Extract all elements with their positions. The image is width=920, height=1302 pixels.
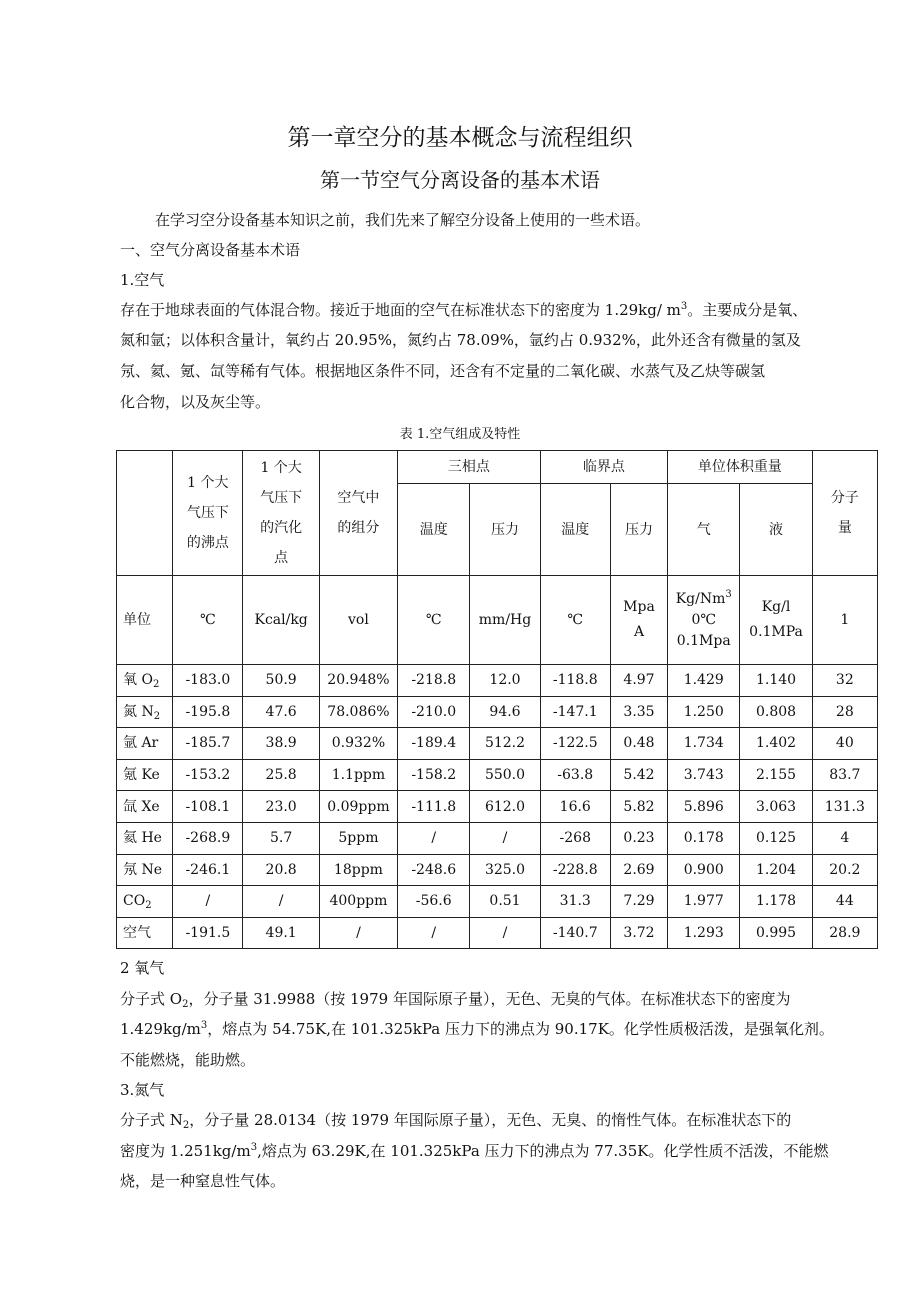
cell-triple-temperature: -248.6 bbox=[398, 854, 470, 886]
table-row bbox=[117, 822, 878, 854]
cell-critical-pressure: 5.82 bbox=[610, 791, 667, 823]
cell-gas-density: 1.734 bbox=[668, 728, 740, 760]
cell-critical-temperature: -122.5 bbox=[540, 728, 610, 760]
cell-critical-pressure: 2.69 bbox=[610, 854, 667, 886]
cell-triple-temperature: / bbox=[398, 822, 470, 854]
cell-triple-pressure: 550.0 bbox=[470, 759, 540, 791]
header-boiling-point: 1 个大 气压下 的沸点 bbox=[173, 451, 243, 576]
cell-molar-mass: 131.3 bbox=[812, 791, 877, 823]
cell-air-fraction: 18ppm bbox=[319, 854, 397, 886]
cell-vaporization: 25.8 bbox=[243, 759, 319, 791]
oxygen-paragraph-line: 分子式 $O_2$，分子量 31.9988（按 1979 年国际原子量），无色、无臭的气体。在标准状态下的密度为 bbox=[120, 990, 791, 1010]
cell-triple-temperature: -111.8 bbox=[398, 791, 470, 823]
cell-boiling-point: / bbox=[173, 886, 243, 918]
cell-vaporization: 23.0 bbox=[243, 791, 319, 823]
cell-gas-density: 1.977 bbox=[668, 886, 740, 918]
cell-critical-pressure: 3.35 bbox=[610, 696, 667, 728]
cell-air-fraction: 1.1ppm bbox=[319, 759, 397, 791]
cell-critical-pressure: 5.42 bbox=[610, 759, 667, 791]
unit-label: 单位 bbox=[117, 576, 173, 665]
cell-liquid-density: 1.204 bbox=[740, 854, 812, 886]
cell-gas-density: 0.900 bbox=[668, 854, 740, 886]
nitrogen-paragraph-line: 密度为 $1.251kg/m^3$,熔点为 63.29K,在 101.325kPa 压力下的沸点为 77.35K。化学性质不活泼，不能燃 bbox=[120, 1142, 829, 1160]
cell-vaporization: 47.6 bbox=[243, 696, 319, 728]
cell-triple-temperature: -189.4 bbox=[398, 728, 470, 760]
cell-liquid-density: 1.140 bbox=[740, 665, 812, 697]
table-caption: 表 1.空气组成及特性 bbox=[399, 427, 521, 442]
cell-liquid-density: 1.178 bbox=[740, 886, 812, 918]
cell-molar-mass: 28.9 bbox=[812, 917, 877, 949]
cell-critical-temperature: -228.8 bbox=[540, 854, 610, 886]
intro-paragraph: 在学习空分设备基本知识之前，我们先来了解空分设备上使用的一些术语。 bbox=[155, 211, 651, 229]
cell-critical-temperature: -118.8 bbox=[540, 665, 610, 697]
cell-triple-temperature: -218.8 bbox=[398, 665, 470, 697]
cell-triple-pressure: 94.6 bbox=[470, 696, 540, 728]
row-name: 氖 Ne bbox=[117, 854, 173, 886]
table-row bbox=[117, 854, 878, 886]
cell-gas-density: 1.429 bbox=[668, 665, 740, 697]
header-liquid: 液 bbox=[740, 484, 812, 576]
cell-critical-temperature: -63.8 bbox=[540, 759, 610, 791]
header-triple-pressure: 压力 bbox=[470, 484, 540, 576]
cell-liquid-density: 0.995 bbox=[740, 917, 812, 949]
cell-triple-pressure: 0.51 bbox=[470, 886, 540, 918]
header-blank bbox=[117, 451, 173, 576]
cell-triple-pressure: / bbox=[470, 917, 540, 949]
cell-air-fraction: 400ppm bbox=[319, 886, 397, 918]
cell-critical-temperature: -140.7 bbox=[540, 917, 610, 949]
header-unit-weight: 单位体积重量 bbox=[668, 451, 813, 484]
cell-liquid-density: 0.125 bbox=[740, 822, 812, 854]
cell-triple-pressure: 12.0 bbox=[470, 665, 540, 697]
table-row bbox=[117, 759, 878, 791]
table-row bbox=[117, 728, 878, 760]
table-row bbox=[117, 917, 878, 949]
oxygen-heading: 2 氧气 bbox=[120, 959, 165, 977]
cell-triple-pressure: 512.2 bbox=[470, 728, 540, 760]
cell-gas-density: 1.293 bbox=[668, 917, 740, 949]
cell-critical-temperature: -147.1 bbox=[540, 696, 610, 728]
cell-molar-mass: 28 bbox=[812, 696, 877, 728]
cell-vaporization: 49.1 bbox=[243, 917, 319, 949]
cell-liquid-density: 1.402 bbox=[740, 728, 812, 760]
cell-boiling-point: -195.8 bbox=[173, 696, 243, 728]
unit-cell: Kcal/kg bbox=[243, 576, 319, 665]
air-paragraph-line: 化合物，以及灰尘等。 bbox=[120, 393, 271, 411]
unit-cell: ℃ bbox=[540, 576, 610, 665]
cell-critical-pressure: 7.29 bbox=[610, 886, 667, 918]
header-critical-point: 临界点 bbox=[540, 451, 667, 484]
oxygen-paragraph-line: 不能燃烧，能助燃。 bbox=[120, 1051, 256, 1069]
unit-cell: Kg/Nm$^3$ 0℃ 0.1Mpa bbox=[668, 576, 740, 665]
cell-air-fraction: 78.086% bbox=[319, 696, 397, 728]
section-title: 第一节空气分离设备的基本术语 bbox=[320, 168, 600, 192]
cell-boiling-point: -246.1 bbox=[173, 854, 243, 886]
cell-triple-pressure: 325.0 bbox=[470, 854, 540, 886]
oxygen-paragraph-line: $1.429kg/m^3$，熔点为 54.75K,在 101.325kPa 压力下的沸点为 90.17K。化学性质极活泼，是强氧化剂。 bbox=[120, 1020, 834, 1038]
cell-triple-temperature: -56.6 bbox=[398, 886, 470, 918]
cell-air-fraction: 20.948% bbox=[319, 665, 397, 697]
cell-vaporization: / bbox=[243, 886, 319, 918]
header-critical-pressure: 压力 bbox=[610, 484, 667, 576]
header-vaporization: 1 个大 气压下 的汽化 点 bbox=[243, 451, 319, 576]
table-row bbox=[117, 886, 878, 918]
row-name: 氦 He bbox=[117, 822, 173, 854]
cell-critical-temperature: 31.3 bbox=[540, 886, 610, 918]
cell-vaporization: 50.9 bbox=[243, 665, 319, 697]
cell-boiling-point: -185.7 bbox=[173, 728, 243, 760]
unit-cell: mm/Hg bbox=[470, 576, 540, 665]
cell-boiling-point: -268.9 bbox=[173, 822, 243, 854]
cell-air-fraction: 5ppm bbox=[319, 822, 397, 854]
cell-boiling-point: -153.2 bbox=[173, 759, 243, 791]
row-name: $CO_2$ bbox=[117, 886, 173, 918]
cell-liquid-density: 0.808 bbox=[740, 696, 812, 728]
cell-gas-density: 1.250 bbox=[668, 696, 740, 728]
cell-boiling-point: -183.0 bbox=[173, 665, 243, 697]
header-gas: 气 bbox=[668, 484, 740, 576]
header-molar-mass: 分子 量 bbox=[812, 451, 877, 576]
cell-molar-mass: 83.7 bbox=[812, 759, 877, 791]
cell-triple-temperature: / bbox=[398, 917, 470, 949]
row-name: 空气 bbox=[117, 917, 173, 949]
cell-molar-mass: 4 bbox=[812, 822, 877, 854]
cell-molar-mass: 32 bbox=[812, 665, 877, 697]
row-name: 氪 Ke bbox=[117, 759, 173, 791]
nitrogen-paragraph-line: 烧，是一种窒息性气体。 bbox=[120, 1172, 286, 1190]
chapter-title: 第一章空分的基本概念与流程组织 bbox=[287, 125, 633, 151]
cell-critical-pressure: 4.97 bbox=[610, 665, 667, 697]
header-air-fraction: 空气中 的组分 bbox=[319, 451, 397, 576]
air-heading: 1.空气 bbox=[120, 271, 165, 289]
table-row bbox=[117, 696, 878, 728]
row-name: 氮 $N_2$ bbox=[117, 696, 173, 728]
air-composition-table bbox=[116, 450, 878, 949]
row-name: 氧 $O_2$ bbox=[117, 665, 173, 697]
cell-air-fraction: / bbox=[319, 917, 397, 949]
cell-gas-density: 0.178 bbox=[668, 822, 740, 854]
unit-cell: ℃ bbox=[173, 576, 243, 665]
unit-cell: Mpa A bbox=[610, 576, 667, 665]
cell-vaporization: 20.8 bbox=[243, 854, 319, 886]
header-triple-point: 三相点 bbox=[398, 451, 541, 484]
cell-air-fraction: 0.932% bbox=[319, 728, 397, 760]
header-critical-temperature: 温度 bbox=[540, 484, 610, 576]
cell-liquid-density: 2.155 bbox=[740, 759, 812, 791]
nitrogen-heading: 3.氮气 bbox=[120, 1081, 165, 1099]
row-name: 氩 Ar bbox=[117, 728, 173, 760]
cell-triple-pressure: / bbox=[470, 822, 540, 854]
table-row bbox=[117, 791, 878, 823]
unit-cell: ℃ bbox=[398, 576, 470, 665]
header-triple-temperature: 温度 bbox=[398, 484, 470, 576]
cell-molar-mass: 40 bbox=[812, 728, 877, 760]
cell-triple-pressure: 612.0 bbox=[470, 791, 540, 823]
cell-air-fraction: 0.09ppm bbox=[319, 791, 397, 823]
cell-boiling-point: -108.1 bbox=[173, 791, 243, 823]
table-row bbox=[117, 665, 878, 697]
cell-critical-pressure: 3.72 bbox=[610, 917, 667, 949]
unit-cell: vol bbox=[319, 576, 397, 665]
air-paragraph-line: 存在于地球表面的气体混合物。接近于地面的空气在标准状态下的密度为 1.29kg/ $m^3$。主要成分是氧、 bbox=[120, 301, 808, 319]
air-paragraph-line: 氖、氦、氪、氙等稀有气体。根据地区条件不同，还含有不定量的二氧化碳、水蒸气及乙炔等碳氢 bbox=[120, 362, 766, 380]
air-paragraph-line: 氮和氩；以体积含量计，氧约占 20.95%，氮约占 78.09%，氩约占 0.932%，此外还含有微量的氢及 bbox=[120, 331, 801, 349]
cell-molar-mass: 44 bbox=[812, 886, 877, 918]
cell-gas-density: 3.743 bbox=[668, 759, 740, 791]
cell-critical-temperature: -268 bbox=[540, 822, 610, 854]
section-heading: 一、空气分离设备基本术语 bbox=[120, 241, 301, 259]
cell-vaporization: 5.7 bbox=[243, 822, 319, 854]
cell-gas-density: 5.896 bbox=[668, 791, 740, 823]
cell-triple-temperature: -158.2 bbox=[398, 759, 470, 791]
cell-critical-pressure: 0.48 bbox=[610, 728, 667, 760]
cell-liquid-density: 3.063 bbox=[740, 791, 812, 823]
cell-critical-pressure: 0.23 bbox=[610, 822, 667, 854]
unit-cell: 1 bbox=[812, 576, 877, 665]
unit-cell: Kg/l 0.1MPa bbox=[740, 576, 812, 665]
cell-boiling-point: -191.5 bbox=[173, 917, 243, 949]
cell-molar-mass: 20.2 bbox=[812, 854, 877, 886]
cell-critical-temperature: 16.6 bbox=[540, 791, 610, 823]
cell-vaporization: 38.9 bbox=[243, 728, 319, 760]
cell-triple-temperature: -210.0 bbox=[398, 696, 470, 728]
row-name: 氙 Xe bbox=[117, 791, 173, 823]
nitrogen-paragraph-line: 分子式 $N_2$，分子量 28.0134（按 1979 年国际原子量），无色、无臭、的惰性气体。在标准状态下的 bbox=[120, 1111, 792, 1131]
